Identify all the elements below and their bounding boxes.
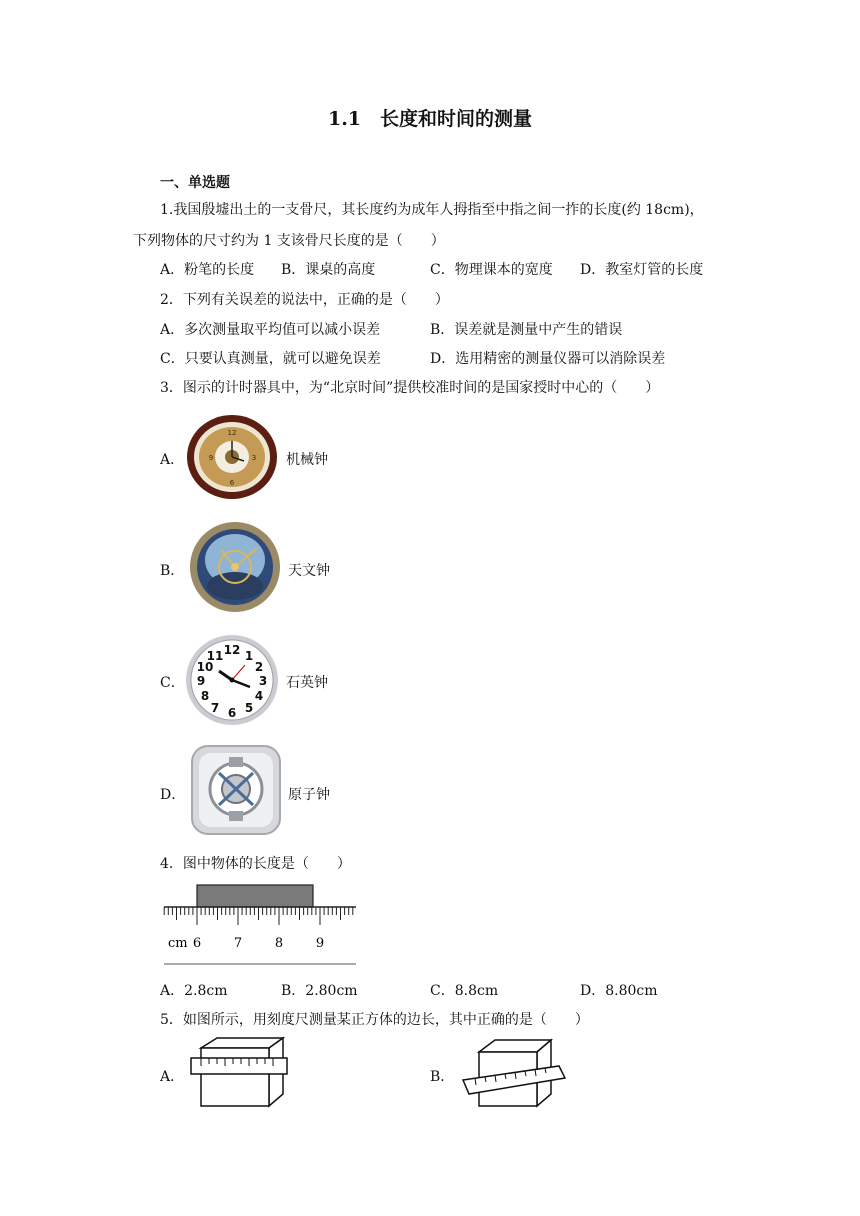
ruler-tick-label-7: 7 — [233, 936, 243, 951]
svg-text:2: 2 — [254, 660, 264, 674]
q1-option-b[interactable]: B．课桌的高度 — [281, 262, 376, 278]
page-title: 1.1 长度和时间的测量 — [327, 108, 533, 130]
q3-option-d-letter[interactable]: D． — [160, 787, 186, 803]
section-heading: 一、单选题 — [160, 175, 230, 191]
ruler-tick-label-9: 9 — [315, 936, 325, 951]
q1-stem-line1: 1.我国殷墟出土的一支骨尺，其长度约为成年人拇指至中指之间一拃的长度(约 18cm)， — [160, 202, 704, 218]
q4-option-a[interactable]: A．2.8cm — [160, 983, 228, 999]
q1-stem-line2: 下列物体的尺寸约为 1 支该骨尺长度的是（ ） — [133, 233, 445, 249]
q5-option-b-letter[interactable]: B． — [430, 1069, 455, 1085]
q2-option-c[interactable]: C．只要认真测量，就可以避免误差 — [160, 351, 381, 367]
cube-ruler-figure-a — [187, 1036, 291, 1110]
svg-text:3: 3 — [258, 674, 268, 688]
svg-text:9: 9 — [208, 454, 214, 462]
svg-text:7: 7 — [210, 701, 220, 715]
q1-option-c[interactable]: C．物理课本的宽度 — [430, 262, 553, 278]
q1-option-a[interactable]: A．粉笔的长度 — [160, 262, 255, 278]
svg-text:6: 6 — [229, 479, 235, 487]
cube-ruler-figure-b — [459, 1036, 569, 1110]
q2-option-d[interactable]: D．选用精密的测量仪器可以消除误差 — [430, 351, 666, 367]
mechanical-clock-image — [184, 413, 280, 501]
ruler-tick-label-6: 6 — [192, 936, 202, 951]
q3-stem: 3．图示的计时器具中，为“北京时间”提供校准时间的是国家授时中心的（ ） — [160, 380, 660, 396]
atomic-clock-image — [189, 743, 285, 837]
svg-text:3: 3 — [251, 454, 257, 462]
q4-option-b[interactable]: B．2.80cm — [281, 983, 358, 999]
q4-option-c[interactable]: C．8.8cm — [430, 983, 499, 999]
q3-option-b-caption: 天文钟 — [288, 563, 330, 579]
svg-text:12: 12 — [227, 429, 237, 437]
q2-option-a[interactable]: A．多次测量取平均值可以减小误差 — [160, 322, 381, 338]
ruler-unit-label: cm — [168, 936, 188, 951]
svg-text:5: 5 — [244, 701, 254, 715]
q3-option-a-letter[interactable]: A． — [160, 452, 185, 468]
svg-text:12: 12 — [223, 643, 241, 657]
svg-text:11: 11 — [206, 649, 224, 663]
svg-text:9: 9 — [196, 674, 206, 688]
svg-text:8: 8 — [200, 689, 210, 703]
q5-stem: 5．如图所示，用刻度尺测量某正方体的边长，其中正确的是（ ） — [160, 1012, 589, 1028]
q1-option-d[interactable]: D．教室灯管的长度 — [580, 262, 704, 278]
quartz-clock-image — [183, 633, 281, 727]
q2-stem: 2．下列有关误差的说法中，正确的是（ ） — [160, 292, 449, 308]
q3-option-c-caption: 石英钟 — [286, 675, 328, 691]
ruler-ticks — [164, 907, 353, 925]
q3-option-b-letter[interactable]: B． — [160, 563, 185, 579]
q4-stem: 4．图中物体的长度是（ ） — [160, 856, 351, 872]
q3-option-c-letter[interactable]: C． — [160, 675, 185, 691]
q3-option-d-caption: 原子钟 — [288, 787, 330, 803]
ruler-figure — [162, 882, 358, 968]
q4-option-d[interactable]: D．8.80cm — [580, 983, 658, 999]
q5-option-a-letter[interactable]: A． — [160, 1069, 185, 1085]
svg-text:10: 10 — [196, 660, 214, 674]
svg-text:6: 6 — [227, 706, 237, 720]
ruler-tick-label-8: 8 — [274, 936, 284, 951]
q3-option-a-caption: 机械钟 — [286, 452, 328, 468]
q2-option-b[interactable]: B．误差就是测量中产生的错误 — [430, 322, 623, 338]
astronomical-clock-image — [187, 520, 283, 614]
svg-text:4: 4 — [254, 689, 264, 703]
measured-object — [197, 885, 313, 907]
svg-text:1: 1 — [244, 649, 254, 663]
